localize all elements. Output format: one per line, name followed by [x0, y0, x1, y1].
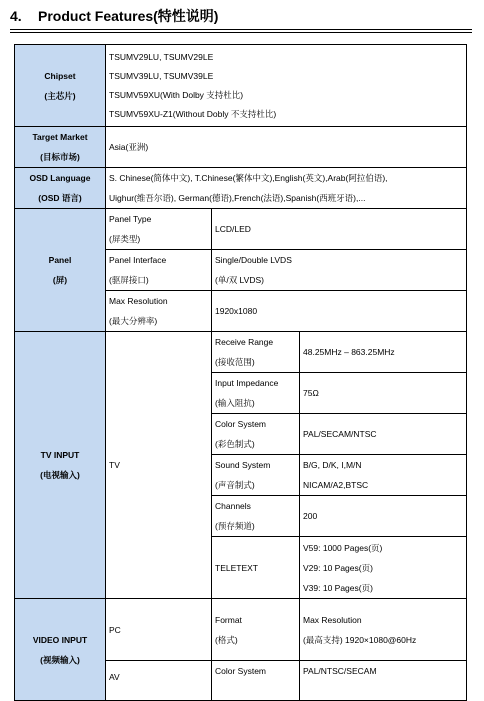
param-value: PAL/NTSC/SECAM [303, 666, 377, 676]
param-name: Format [215, 614, 242, 625]
section-title: Product Features(特性说明) [38, 8, 219, 24]
chipset-line: TSUMV29LU, TSUMV29LE [109, 51, 214, 62]
tv-param-value [300, 537, 467, 599]
param-value-cn: (单/双 LVDS) [215, 275, 264, 285]
param-name-cn: (最大分辨率) [109, 316, 158, 326]
panel-param-value [212, 250, 467, 291]
video-input-label-cn: (视频输入) [40, 654, 80, 665]
section-number: 4. [10, 8, 22, 24]
param-value: NICAM/A2,BTSC [303, 480, 369, 490]
tv-param-value [300, 373, 467, 414]
section-heading [10, 6, 218, 26]
param-name-cn: (驱屏接口) [109, 275, 149, 285]
video-input-sub [106, 661, 212, 701]
chipset-label: Chipset [44, 70, 76, 81]
param-name: Channels [215, 501, 251, 511]
panel-param-name [106, 291, 212, 332]
target-market-value: Asia(亚洲) [106, 127, 467, 168]
chipset-values [106, 45, 467, 127]
panel-row [15, 209, 467, 250]
chipset-label-cell [15, 45, 106, 127]
panel-param-name [106, 250, 212, 291]
tv-input-row [15, 332, 467, 373]
chipset-line: TSUMV59XU-Z1(Without Dobly 不支持杜比) [109, 108, 277, 119]
param-value: Single/Double LVDS [215, 255, 292, 265]
heading-rule-bottom [10, 32, 472, 33]
video-input-label-cell [15, 599, 106, 701]
panel-param-value [212, 291, 467, 332]
tv-param-value [300, 332, 467, 373]
video-param-name [212, 661, 300, 701]
param-name: Max Resolution [109, 296, 168, 306]
video-input-label: VIDEO INPUT [32, 634, 88, 645]
param-name-cn: (彩色制式) [215, 439, 255, 449]
chipset-row [15, 45, 467, 127]
tv-param-value [300, 496, 467, 537]
target-market-row [15, 127, 467, 168]
chipset-line: TSUMV39LU, TSUMV39LE [109, 70, 214, 81]
tv-param-name [212, 373, 300, 414]
param-name: Sound System [215, 460, 271, 470]
param-value: PAL/SECAM/NTSC [303, 429, 377, 439]
video-param-value [300, 599, 467, 661]
osd-label-cn: (OSD 语言) [38, 193, 82, 203]
param-name-cn: (输入阻抗) [215, 398, 255, 408]
tv-param-value [300, 455, 467, 496]
panel-label-cell [15, 209, 106, 332]
param-value: B/G, D/K, I,M/N [303, 460, 362, 470]
param-value: V39: 10 Pages(页) [303, 582, 373, 593]
osd-language-row [15, 168, 467, 209]
av-label: AV [109, 672, 120, 682]
video-input-sub: PC [106, 599, 212, 661]
osd-label-cell [15, 168, 106, 209]
tv-input-label-cell [15, 332, 106, 599]
panel-label-cn: (屏) [52, 275, 68, 285]
param-name-cn: (格式) [215, 634, 238, 645]
osd-line: S. Chinese(简体中文), T.Chinese(繁体中文),English(英文),Arab(阿拉伯语), [109, 173, 388, 183]
chipset-line: TSUMV59XU(With Dolby 支持杜比) [109, 89, 244, 100]
video-param-value [300, 661, 467, 701]
param-name: Color System [215, 666, 267, 676]
video-param-name [212, 599, 300, 661]
param-name: Input Impedance [215, 378, 279, 388]
param-value: 48.25MHz – 863.25MHz [303, 347, 395, 357]
video-input-row [15, 599, 467, 661]
tv-param-name [212, 537, 300, 599]
param-name-cn: (接收范围) [215, 357, 255, 367]
param-value: LCD/LED [215, 224, 251, 234]
param-value: V29: 10 Pages(页) [303, 562, 373, 573]
tv-param-name [212, 414, 300, 455]
panel-param-value [212, 209, 467, 250]
tv-input-label: TV INPUT [40, 450, 80, 460]
target-market-label: Target Market [32, 132, 88, 142]
osd-label: OSD Language [29, 173, 91, 183]
param-name: Color System [215, 419, 267, 429]
tv-param-name [212, 496, 300, 537]
param-value: 1920x1080 [215, 306, 258, 316]
param-value: V59: 1000 Pages(页) [303, 542, 383, 553]
panel-label: Panel [48, 255, 72, 265]
param-name-cn: (声音制式) [215, 480, 255, 490]
heading-rule-top [10, 29, 472, 30]
target-market-label-cell [15, 127, 106, 168]
panel-param-name [106, 209, 212, 250]
param-value: Max Resolution [303, 614, 362, 625]
param-name: TELETEXT [215, 562, 258, 573]
tv-param-name [212, 332, 300, 373]
param-value: (最高支持) 1920×1080@60Hz [303, 634, 417, 645]
param-value: 75Ω [303, 388, 319, 398]
osd-line: Uighur(维吾尔语), German(德语),French(法语),Spanish(西班牙语),... [109, 193, 366, 203]
tv-input-sub: TV [106, 332, 212, 599]
param-value: 200 [303, 511, 318, 521]
osd-values [106, 168, 467, 209]
param-name: Panel Interface [109, 255, 167, 265]
param-name: Panel Type [109, 214, 152, 224]
param-name-cn: (屏类型) [109, 234, 141, 244]
tv-param-name [212, 455, 300, 496]
param-name: Receive Range [215, 337, 274, 347]
features-table [14, 44, 467, 701]
param-name-cn: (预存频道) [215, 521, 255, 531]
tv-input-label-cn: (电视输入) [40, 470, 80, 480]
chipset-label-cn: (主芯片) [44, 90, 76, 101]
tv-param-value [300, 414, 467, 455]
target-market-label-cn: (目标市场) [40, 152, 80, 162]
